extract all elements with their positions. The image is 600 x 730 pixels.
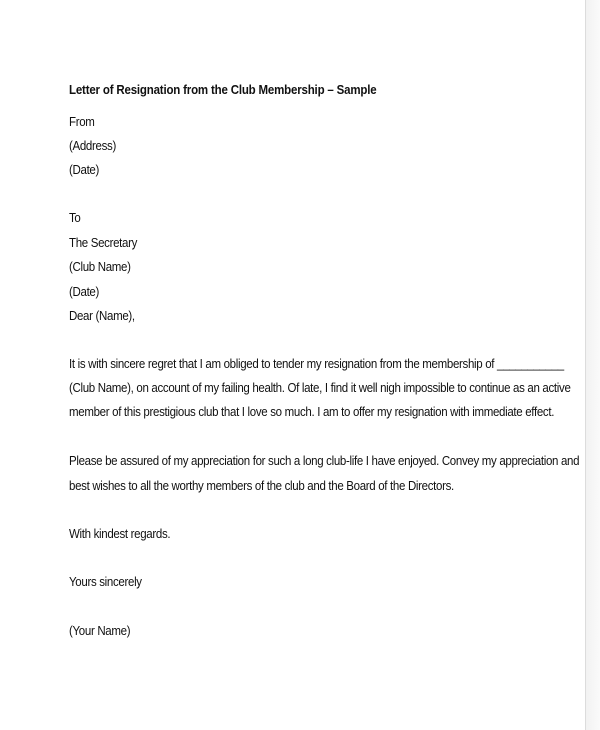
paragraph-1-line-3: member of this prestigious club that I love so much. I am to offer my resignation with immediate effect.: [69, 405, 555, 419]
sender-address: (Address): [69, 139, 116, 153]
closing-line: Yours sincerely: [69, 575, 142, 589]
letter-title: Letter of Resignation from the Club Membership – Sample: [69, 83, 377, 97]
page-edge-shadow: [586, 0, 600, 730]
recipient-date: (Date): [69, 285, 100, 299]
paragraph-1-line-2: (Club Name), on account of my failing health. Of late, I find it well nigh impossible to continue as an active: [69, 381, 571, 395]
signature-line: (Your Name): [69, 624, 131, 638]
to-label: To: [69, 211, 81, 225]
regards-line: With kindest regards.: [69, 527, 171, 541]
salutation: Dear (Name),: [69, 309, 135, 323]
from-label: From: [69, 115, 95, 129]
sender-date: (Date): [69, 163, 100, 177]
recipient-club-name: (Club Name): [69, 260, 131, 274]
paragraph-1-line-1: It is with sincere regret that I am obliged to tender my resignation from the membership of ___________: [69, 357, 564, 371]
paragraph-2-line-2: best wishes to all the worthy members of the club and the Board of the Directors.: [69, 479, 454, 493]
recipient-title: The Secretary: [69, 236, 138, 250]
paragraph-2-line-1: Please be assured of my appreciation for such a long club-life I have enjoyed. Convey my appreciation and: [69, 454, 580, 468]
